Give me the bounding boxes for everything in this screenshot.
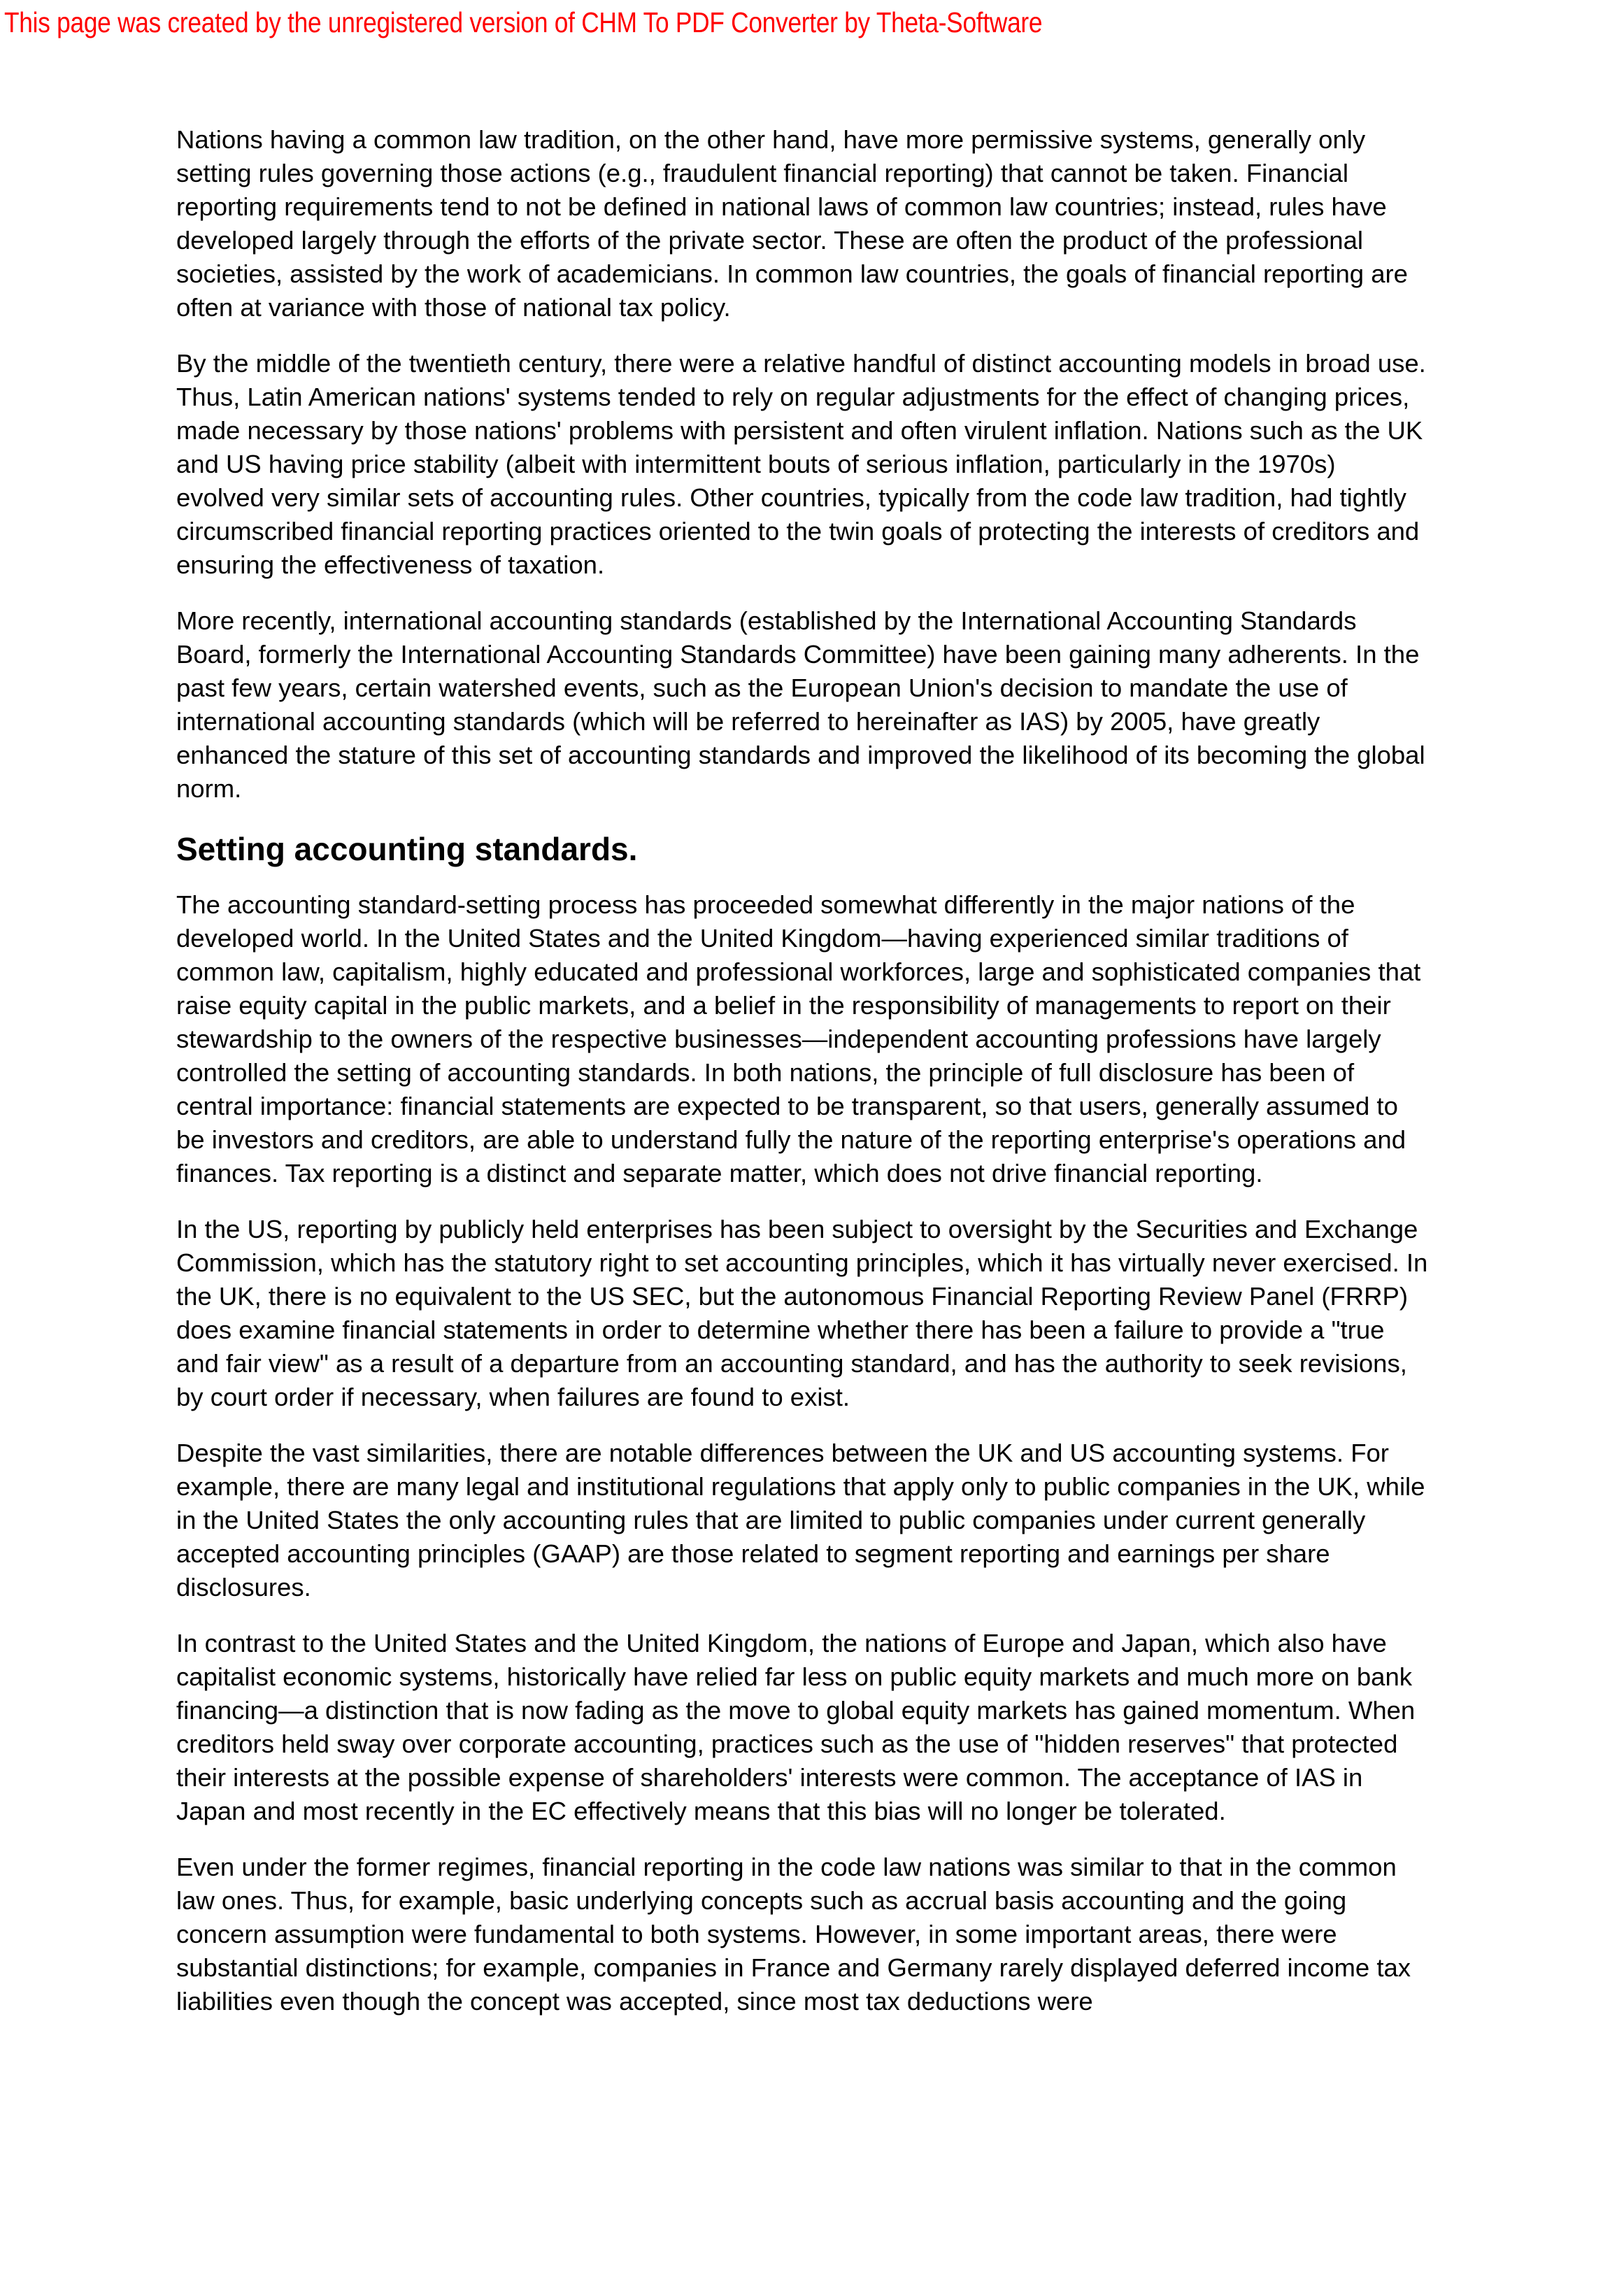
paragraph-standard-setting-process: The accounting standard-setting process has proceeded somewhat differently in the major nations of the developed world. In the United States and the United Kingdom—having experienced similar traditions of common law, capitalism, highly educated and professional workforces, large and sophisticated companies that raise equity capital in the public markets, and a belief in the responsibility of managements to report on their stewardship to the owners of the respective businesses—independent accounting professions have largely controlled the setting of accounting standards. In both nations, the principle of full disclosure has been of central importance: financial statements are expected to be transparent, so that users, generally assumed to be investors and creditors, are able to understand fully the nature of the reporting enterprise's operations and finances. Tax reporting is a distinct and separate matter, which does not drive financial reporting. [176,890,1421,1188]
paragraph-common-law: Nations having a common law tradition, on the other hand, have more permissive systems, generally only setting rules governing those actions (e.g., fraudulent financial reporting) that cannot be taken. Financial reporting requirements tend to not be defined in national laws of common law countries; instead, rules have developed largely through the efforts of the private sector. These are often the product of the professional societies, assisted by the work of academicians. In common law countries, the goals of financial reporting are often at variance with those of national tax policy. [176,125,1408,322]
section-heading: Setting accounting standards. [176,831,638,867]
paragraph-twentieth-century: By the middle of the twentieth century, there were a relative handful of distinct accounting models in broad use. Thus, Latin American nations' systems tended to rely on regular adjustments for the effect of changing prices, made necessary by those nations' problems with persistent and often virulent inflation. Nations such as the UK and US having price stability (albeit with intermittent bouts of serious inflation, particularly in the 1970s) evolved very similar sets of accounting rules. Other countries, typically from the code law tradition, had tightly circumscribed financial reporting practices oriented to the twin goals of protecting the interests of creditors and ensuring the effectiveness of taxation. [176,349,1426,579]
paragraph-uk-us-differences: Despite the vast similarities, there are notable differences between the UK and US accounting systems. For example, there are many legal and institutional regulations that apply only to public companies in the UK, while in the United States the only accounting rules that are limited to public companies under current generally accepted accounting principles (GAAP) are those related to segment reporting and earnings per share disclosures. [176,1439,1425,1602]
paragraph-us-sec-oversight: In the US, reporting by publicly held enterprises has been subject to oversight by the Securities and Exchange Commission, which has the statutory right to set accounting principles, which it has virtually never exercised. In the UK, there is no equivalent to the US SEC, but the autonomous Financial Reporting Review Panel (FRRP) does examine financial statements in order to determine whether there has been a failure to provide a "true and fair view" as a result of a departure from an accounting standard, and has the authority to seek revisions, by court order if necessary, when failures are found to exist. [176,1215,1428,1411]
converter-watermark: This page was created by the unregistered version of CHM To PDF Converter by Theta-Software [4,6,1043,38]
document-body [176,123,1428,2041]
paragraph-code-law-nations: Even under the former regimes, financial reporting in the code law nations was similar to that in the common law ones. Thus, for example, basic underlying concepts such as accrual basis accounting and the going concern assumption were fundamental to both systems. However, in some important areas, there were substantial distinctions; for example, companies in France and Germany rarely displayed deferred income tax liabilities even though the concept was accepted, since most tax deductions were [176,1853,1411,2016]
paragraph-europe-japan: In contrast to the United States and the United Kingdom, the nations of Europe and Japan, which also have capitalist economic systems, historically have relied far less on public equity markets and much more on bank financing—a distinction that is now fading as the move to global equity markets has gained momentum. When creditors held sway over corporate accounting, practices such as the use of "hidden reserves" that protected their interests at the possible expense of shareholders' interests were common. The acceptance of IAS in Japan and most recently in the EC effectively means that this bias will no longer be tolerated. [176,1629,1416,1825]
paragraph-international-standards: More recently, international accounting standards (established by the International Accounting Standards Board, formerly the International Accounting Standards Committee) have been gaining many adherents. In the past few years, certain watershed events, such as the European Union's decision to mandate the use of international accounting standards (which will be referred to hereinafter as IAS) by 2005, have greatly enhanced the stature of this set of accounting standards and improved the likelihood of its becoming the global norm. [176,606,1425,803]
